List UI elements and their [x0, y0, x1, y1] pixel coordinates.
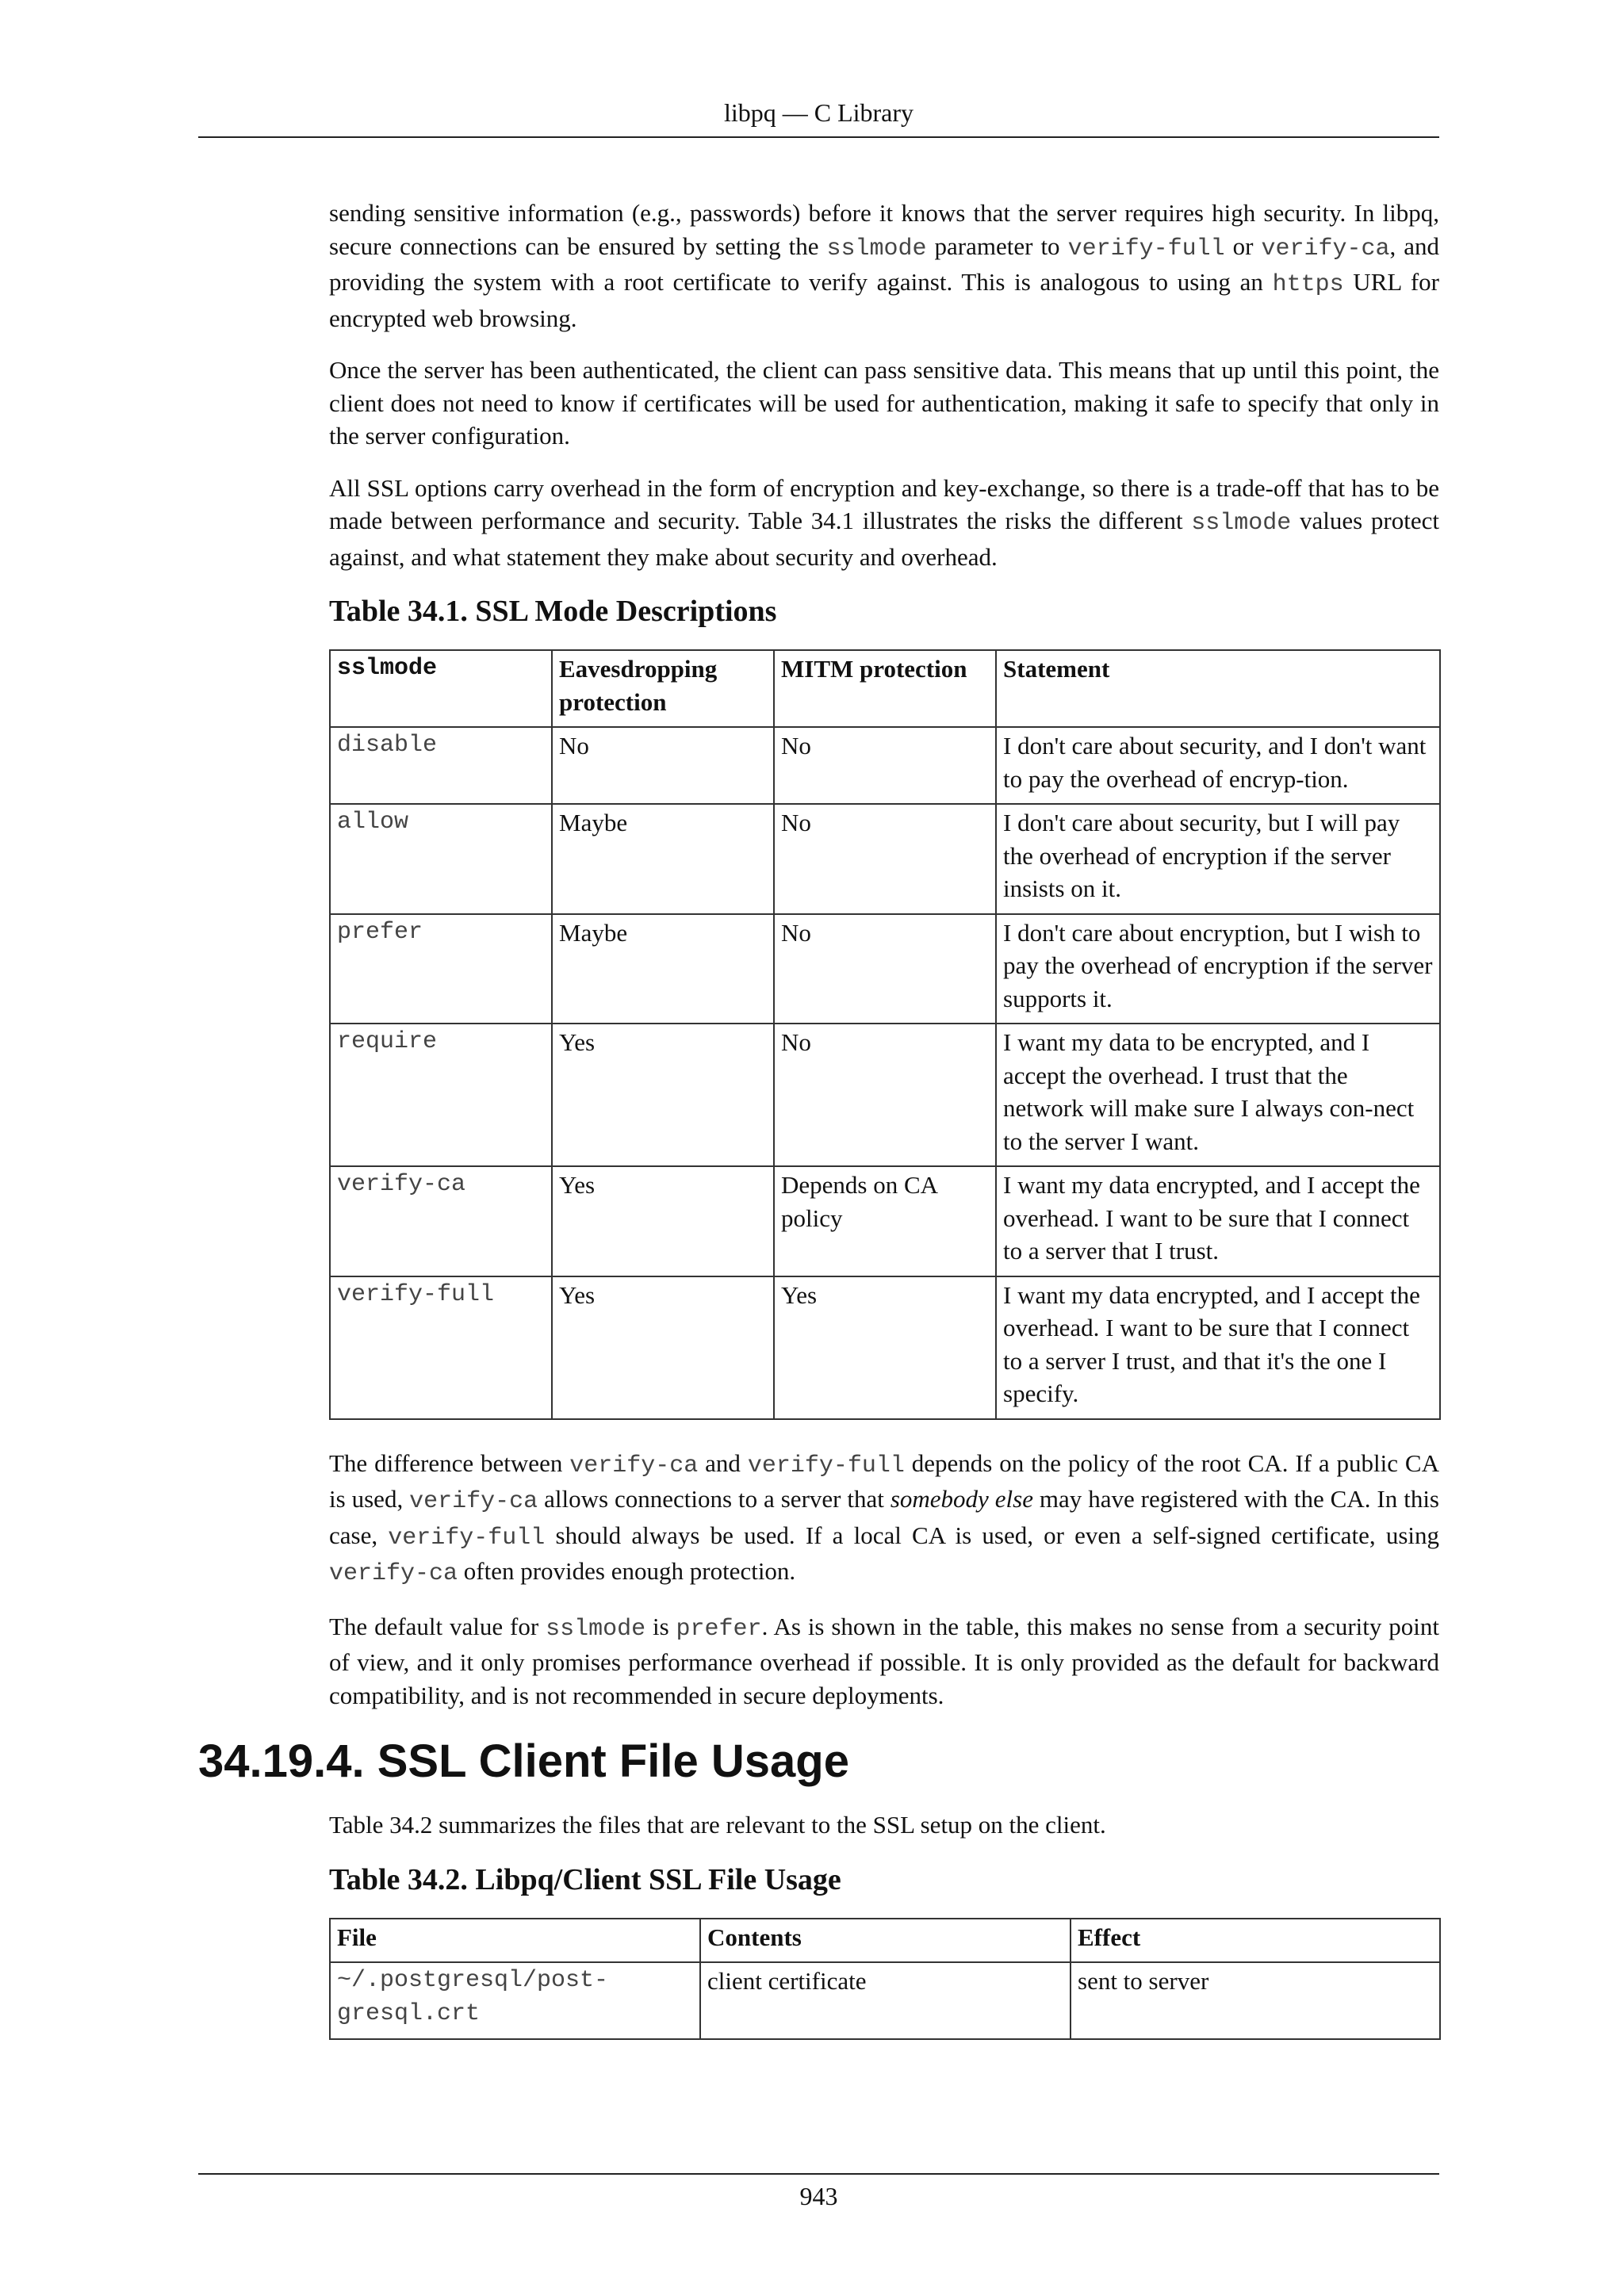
table-row	[330, 1276, 1440, 1419]
header-rule	[198, 136, 1439, 138]
table-cell: I want my data encrypted, and I accept the overhead. I want to be sure that I connect to a server that I trust.	[996, 1166, 1440, 1276]
column-header: sslmode	[330, 650, 552, 727]
table-cell: prefer	[330, 914, 552, 1024]
table-cell: verify-ca	[330, 1166, 552, 1276]
table-cell: disable	[330, 727, 552, 804]
text-run: . As is shown in the table, this makes no sense from a security point of view, and it only promises performance overhead if possible. It is only provided as the default for backward compatibility, and is not recommended in secure deployments.	[329, 1612, 1439, 1709]
table-cell: verify-full	[330, 1276, 552, 1419]
paragraph-default	[329, 1610, 1439, 1712]
table-row	[330, 804, 1440, 914]
footer-rule	[198, 2173, 1439, 2175]
paragraph-intro	[329, 197, 1439, 335]
text-run: often provides enough protection.	[458, 1557, 796, 1585]
column-header: MITM protection	[774, 650, 996, 727]
code-verify-ca: verify-ca	[1261, 235, 1390, 262]
table-cell: No	[774, 1024, 996, 1166]
table-cell: require	[330, 1024, 552, 1166]
table-cell: ~/.postgresql/post-gresql.crt	[330, 1962, 700, 2039]
table-cell: I don't care about security, but I will pay the overhead of encryption if the server insists on it.	[996, 804, 1440, 914]
text-run: All SSL options carry overhead in the form of encryption and key-exchange, so there is a trade-off that has to be made between performance and security. Table 34.1 illustrates the risks the different	[329, 473, 1439, 534]
table-cell: Maybe	[552, 914, 774, 1024]
table-cell: No	[774, 727, 996, 804]
text-run: should always be used. If a local CA is used, or even a self-signed certificate, using	[545, 1521, 1439, 1549]
page-content	[198, 197, 1440, 2040]
text-run: URL for encrypted web browsing.	[329, 268, 1440, 332]
table-cell: I want my data to be encrypted, and I accept the overhead. I trust that the network will make sure I always con-nect to the server I want.	[996, 1024, 1440, 1166]
code-sslmode: sslmode	[826, 235, 927, 262]
code-verify-ca: verify-ca	[329, 1560, 458, 1587]
page-number: 943	[799, 2182, 838, 2210]
table-cell: Yes	[774, 1276, 996, 1419]
table-cell: Yes	[552, 1276, 774, 1419]
code-sslmode: sslmode	[546, 1615, 646, 1643]
table-row	[330, 1024, 1440, 1166]
text-run: sending sensitive information (e.g., passwords) before it knows that the server requires high security. In libpq, secure connections can be ensured by setting the	[329, 199, 1439, 260]
table-cell: Yes	[552, 1024, 774, 1166]
table-cell: No	[552, 727, 774, 804]
table-row	[330, 914, 1440, 1024]
running-header: libpq — C Library	[723, 98, 914, 127]
table-cell: Yes	[552, 1166, 774, 1276]
table-cell: Depends on CA policy	[774, 1166, 996, 1276]
code-verify-full: verify-full	[747, 1452, 905, 1479]
paragraph-authenticated: Once the server has been authenticated, the client can pass sensitive data. This means that up until this point, the client does not need to know if certificates will be used for authentication, making it safe to specify that only in the server configuration.	[329, 356, 1439, 450]
table-cell: No	[774, 914, 996, 1024]
column-header: Eavesdropping protection	[552, 650, 774, 727]
code-verify-full: verify-full	[1067, 235, 1225, 262]
code-verify-ca: verify-ca	[569, 1452, 699, 1479]
text-run: and	[698, 1448, 748, 1477]
column-header: File	[330, 1919, 700, 1963]
column-header: Contents	[700, 1919, 1071, 1963]
table-row	[330, 727, 1440, 804]
table-cell: I want my data encrypted, and I accept the overhead. I want to be sure that I connect to a server I trust, and that it's the one I specify.	[996, 1276, 1440, 1419]
table-cell: client certificate	[700, 1962, 1071, 2039]
ssl-mode-table	[329, 649, 1441, 1420]
section-heading: 34.19.4. SSL Client File Usage	[198, 1735, 849, 1787]
table-header-row	[330, 650, 1440, 727]
text-run: may have registered with the CA. In this case,	[329, 1485, 1439, 1549]
code-prefer: prefer	[676, 1615, 762, 1643]
paragraph-summary: Table 34.2 summarizes the files that are relevant to the SSL setup on the client.	[329, 1811, 1106, 1839]
table-row	[330, 1962, 1440, 2039]
table-header-row	[330, 1919, 1440, 1963]
text-run: parameter to	[926, 232, 1068, 260]
text-run: The default value for	[329, 1612, 546, 1640]
table-cell: Maybe	[552, 804, 774, 914]
text-run: values protect against, and what statement they make about security and overhead.	[329, 507, 1439, 571]
table-cell: allow	[330, 804, 552, 914]
text-run: allows connections to a server that	[538, 1485, 891, 1513]
code-sslmode: sslmode	[1191, 510, 1292, 537]
code-verify-full: verify-full	[388, 1524, 546, 1552]
text-run: is	[645, 1612, 676, 1640]
code-verify-ca: verify-ca	[409, 1488, 538, 1515]
column-header: Statement	[996, 650, 1440, 727]
table-row	[330, 1166, 1440, 1276]
text-run: depends on the policy of the root CA. If a public CA is used,	[329, 1448, 1439, 1513]
table-cell: No	[774, 804, 996, 914]
table-1-title: Table 34.1. SSL Mode Descriptions	[329, 595, 777, 628]
table-cell: sent to server	[1071, 1962, 1440, 2039]
paragraph-difference	[329, 1447, 1439, 1591]
emphasis-somebody-else: somebody else	[890, 1485, 1033, 1513]
paragraph-overhead	[329, 472, 1439, 574]
column-header: Effect	[1071, 1919, 1440, 1963]
text-run: The difference between	[329, 1448, 570, 1477]
text-run: , and providing the system with a root certificate to verify against. This is analogous to using an	[329, 232, 1440, 296]
code-https: https	[1272, 271, 1344, 298]
ssl-file-usage-table	[329, 1918, 1441, 2041]
table-cell: I don't care about security, and I don't want to pay the overhead of encryp-tion.	[996, 727, 1440, 804]
table-2-title: Table 34.2. Libpq/Client SSL File Usage	[329, 1862, 841, 1896]
text-run: or	[1224, 232, 1262, 260]
table-cell: I don't care about encryption, but I wish to pay the overhead of encryption if the server supports it.	[996, 914, 1440, 1024]
